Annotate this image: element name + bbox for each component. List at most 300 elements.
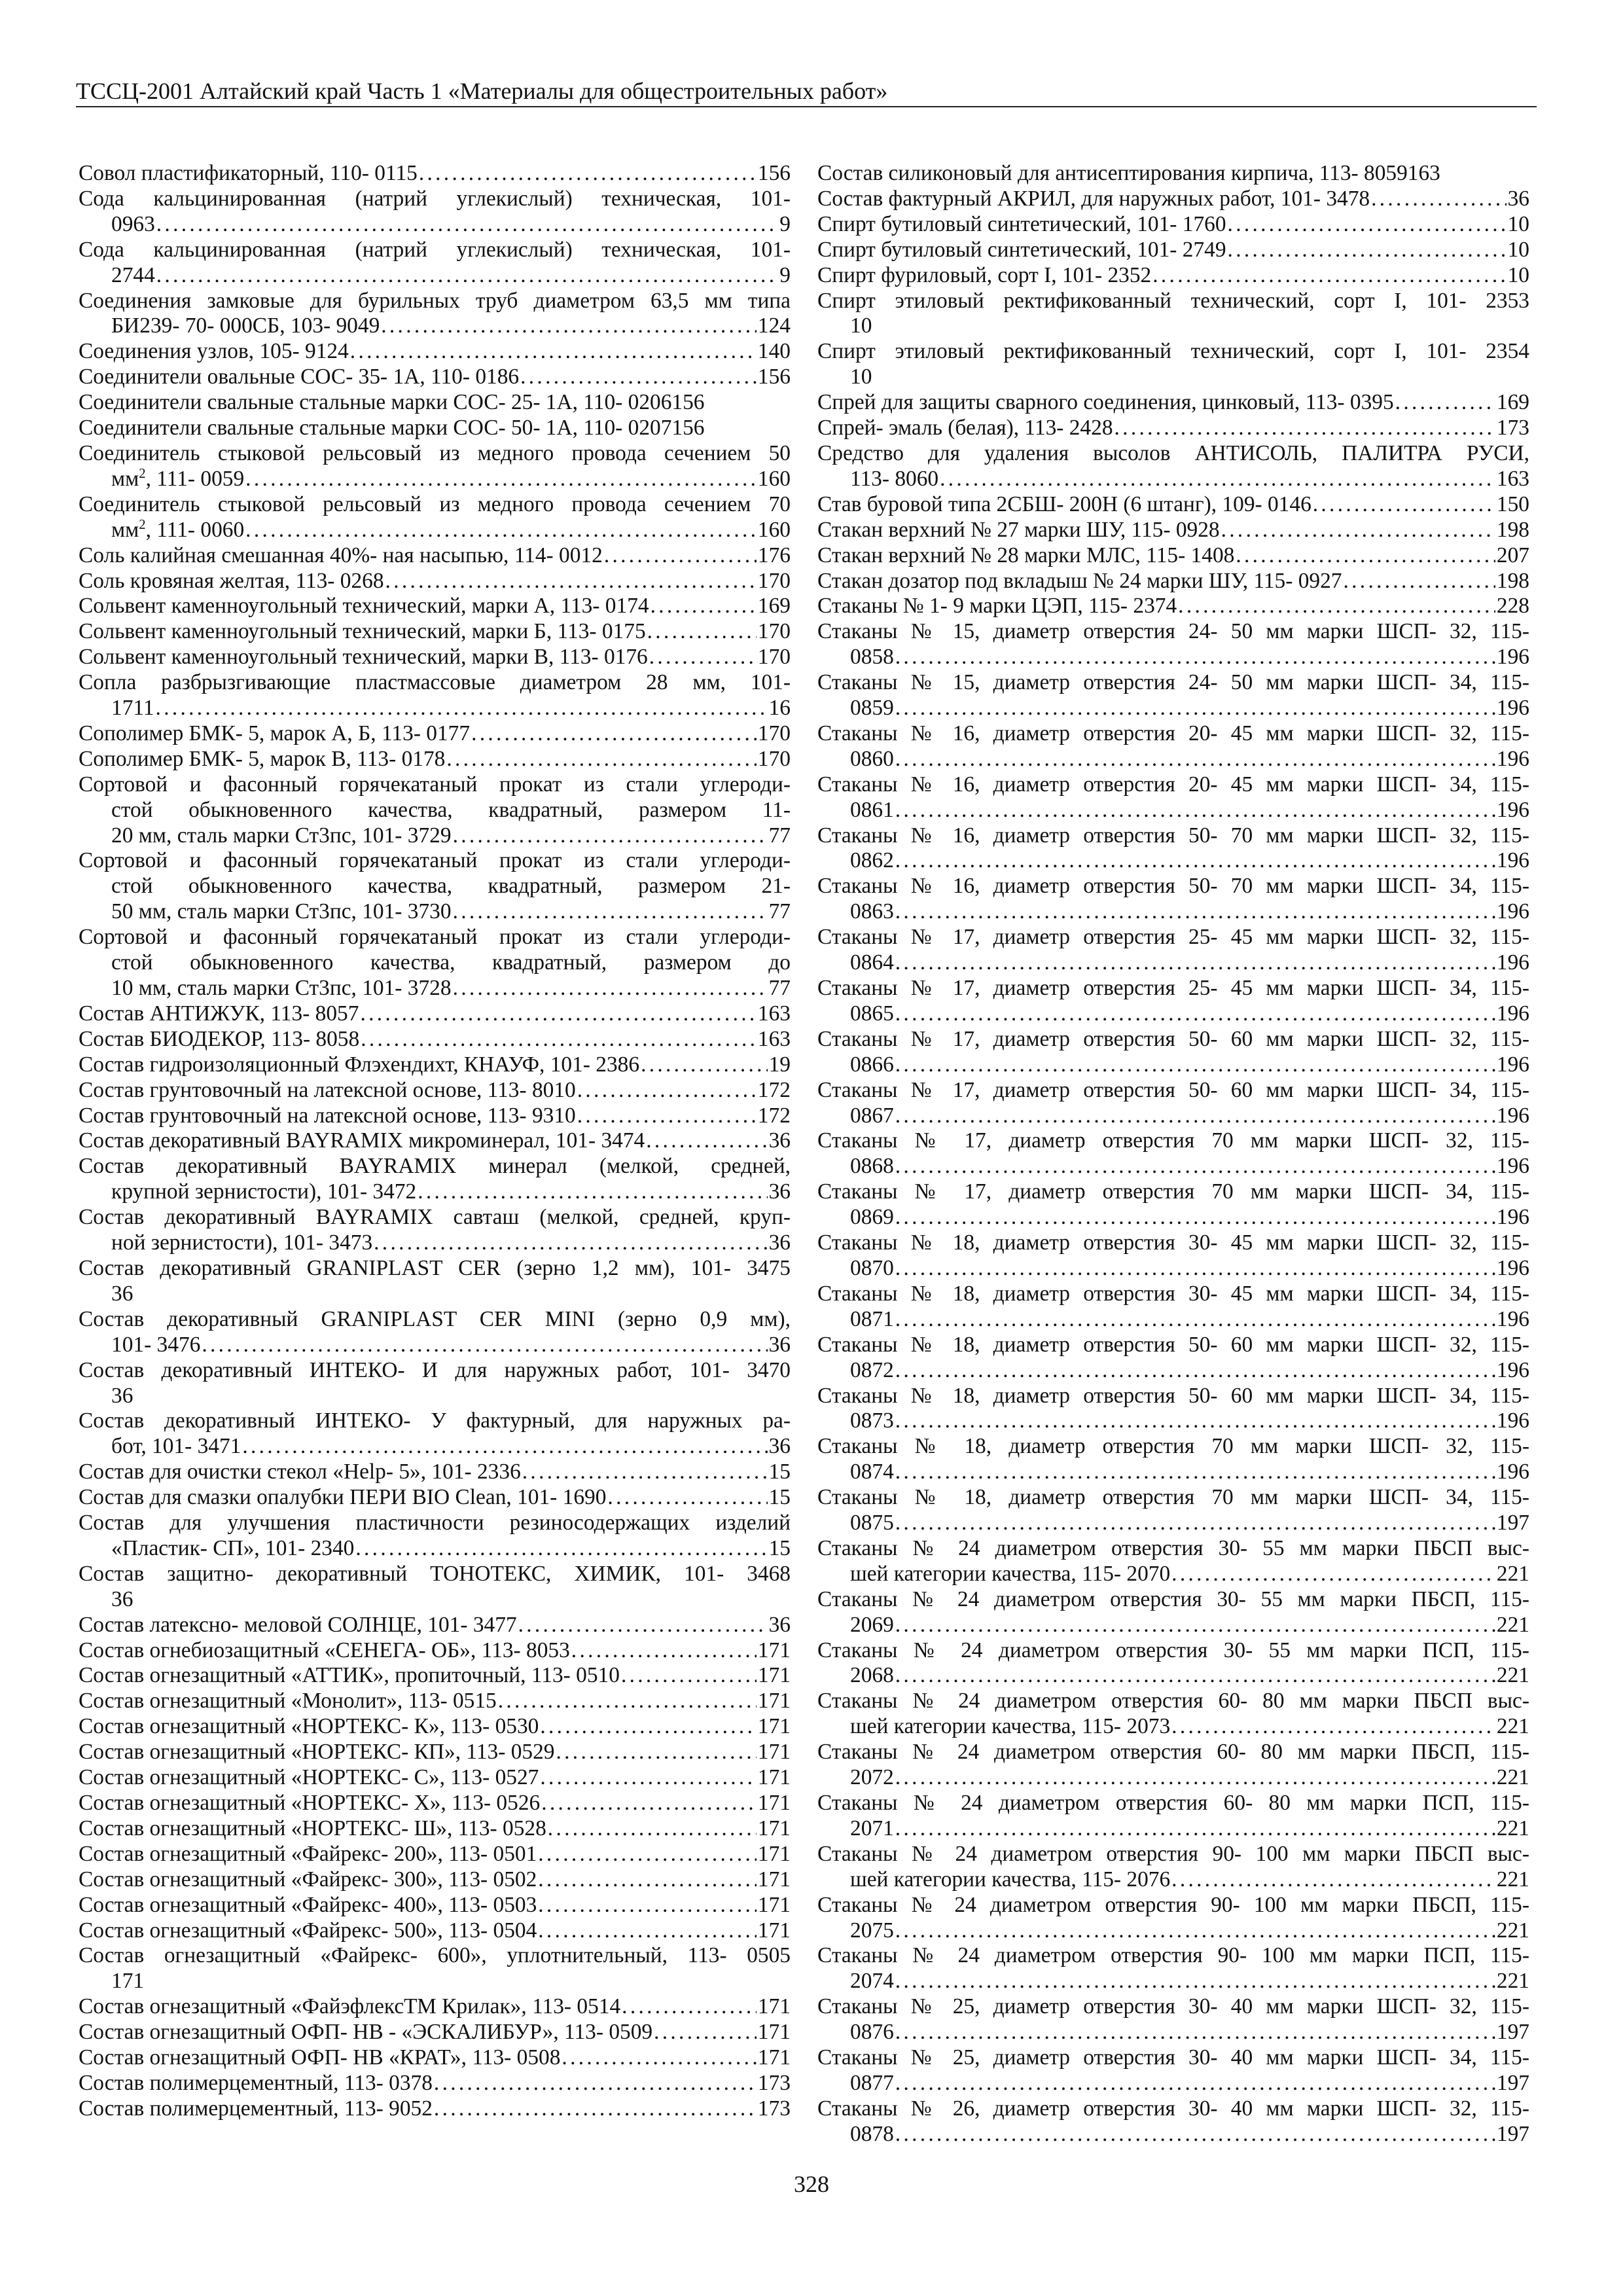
entry-text: 0869 bbox=[850, 1205, 894, 1230]
dot-leader bbox=[1228, 238, 1507, 263]
index-entry bbox=[79, 1893, 791, 1918]
entry-text: $мм^2$, 111- 0060 bbox=[111, 517, 245, 542]
entry-text: Сода кальцинированная (натрий углекислый) техническая, 101- bbox=[79, 186, 791, 211]
header-title: ТССЦ-2001 Алтайский край Часть 1 «Материалы для общестроительных работ» bbox=[76, 78, 888, 104]
entry-page-number: 221 bbox=[1496, 1969, 1529, 1994]
index-entry bbox=[817, 1230, 1529, 1282]
index-entry bbox=[79, 492, 791, 543]
dot-leader bbox=[1171, 1562, 1495, 1587]
entry-text: 50 мм, сталь марки Ст3пс, 101- 3730 bbox=[111, 899, 452, 924]
entry-text: Состав огнезащитный «Файрекс- 300», 113- 0502 bbox=[79, 1867, 537, 1892]
index-entry bbox=[79, 1052, 791, 1078]
dot-leader bbox=[895, 1765, 1495, 1791]
dot-leader bbox=[622, 1994, 757, 2020]
dot-leader bbox=[548, 1816, 757, 1842]
entry-page-number: 196 bbox=[1496, 1460, 1529, 1484]
entry-text: Соль калийная смешанная 40%- ная насыпью, 114- 0012 bbox=[79, 543, 603, 567]
index-entry bbox=[817, 161, 1529, 187]
entry-text: Стакан верхний № 27 марки ШУ, 115- 0928 bbox=[817, 517, 1220, 542]
entry-text: Стаканы № 18, диаметр отверстия 70 мм марки ШСП- 32, 115- bbox=[817, 1434, 1529, 1459]
index-entry bbox=[79, 339, 791, 365]
entry-text: стой обыкновенного качества, квадратный, размером до bbox=[111, 950, 791, 975]
dot-leader bbox=[895, 899, 1495, 925]
entry-text: Стаканы № 26, диаметр отверстия 30- 40 мм марки ШСП- 32, 115- bbox=[817, 2096, 1529, 2121]
dot-leader bbox=[895, 645, 1495, 670]
index-entry bbox=[817, 238, 1529, 263]
dot-leader bbox=[895, 1256, 1495, 1282]
entry-text: Состав огнезащитный «Файрекс- 600», уплотнительный, 113- 0505 bbox=[79, 1943, 791, 1968]
dot-leader bbox=[361, 1027, 757, 1052]
entry-text: Спирт фуриловый, сорт I, 101- 2352 bbox=[817, 262, 1152, 287]
entry-page-number: 221 bbox=[1496, 1663, 1529, 1688]
entry-page-number: 15 bbox=[768, 1535, 791, 1560]
entry-text: шей категории качества, 115- 2070 bbox=[850, 1561, 1171, 1586]
entry-text: 2075 bbox=[850, 1918, 894, 1943]
index-entry bbox=[79, 238, 791, 289]
index-entry bbox=[817, 1943, 1529, 1994]
entry-text: 0875 bbox=[850, 1511, 894, 1535]
index-entry bbox=[79, 2096, 791, 2122]
dot-leader bbox=[895, 1613, 1495, 1638]
entry-page-number: 156 bbox=[757, 365, 791, 389]
entry-text: Состав декоративный ИНТЕКО- У фактурный, для наружных ра- bbox=[79, 1408, 791, 1433]
dot-leader bbox=[350, 339, 757, 365]
entry-text: 2072 bbox=[850, 1765, 894, 1790]
dot-leader bbox=[385, 569, 757, 594]
entry-text: Стаканы № 24 диаметром отверстия 60- 80 мм марки ПБСП, 115- bbox=[817, 1740, 1529, 1765]
entry-page-number: 171 bbox=[757, 1892, 791, 1917]
entry-text: Состав декоративный BAYRAMIX савташ (мелкой, средней, круп- bbox=[79, 1205, 791, 1230]
dot-leader bbox=[895, 1001, 1495, 1027]
index-entry bbox=[817, 492, 1529, 518]
dot-leader bbox=[446, 747, 757, 772]
index-entry bbox=[817, 1536, 1529, 1587]
index-entry bbox=[79, 187, 791, 238]
entry-text: Стаканы № 18, диаметр отверстия 30- 45 мм марки ШСП- 32, 115- bbox=[817, 1230, 1529, 1255]
entry-text: шей категории качества, 115- 2076 bbox=[850, 1867, 1171, 1892]
dot-leader bbox=[245, 467, 757, 492]
index-entry bbox=[817, 543, 1529, 569]
entry-page-number: 15 bbox=[768, 1460, 791, 1484]
entry-text: 2074 bbox=[850, 1969, 894, 1994]
dot-leader bbox=[647, 619, 757, 645]
entry-page-number: 9 bbox=[779, 211, 791, 236]
entry-page-number: 197 bbox=[1496, 2070, 1529, 2095]
entry-page-number: 77 bbox=[768, 823, 791, 848]
entry-text: Стаканы № 24 диаметром отверстия 90- 100 мм марки ПБСП выс- bbox=[817, 1841, 1529, 1866]
dot-leader bbox=[895, 848, 1495, 874]
entry-page-number: 169 bbox=[757, 594, 791, 619]
entry-text: Состав огнебиозащитный «СЕНЕГА- ОБ», 113- 8053 bbox=[79, 1638, 570, 1662]
index-entry bbox=[817, 721, 1529, 772]
entry-page-number: 196 bbox=[1496, 797, 1529, 822]
entry-page-number: 171 bbox=[757, 1816, 791, 1840]
index-entry bbox=[817, 772, 1529, 823]
entry-page-number: 198 bbox=[1496, 568, 1529, 593]
index-entry bbox=[79, 1638, 791, 1664]
index-entry bbox=[817, 1333, 1529, 1384]
dot-leader bbox=[245, 518, 757, 543]
entry-text: Сортовой и фасонный горячекатаный прокат из стали углероди- bbox=[79, 848, 791, 873]
index-entry bbox=[817, 1842, 1529, 1893]
index-entry bbox=[79, 1078, 791, 1103]
index-entry bbox=[79, 848, 791, 925]
entry-text: Состав декоративный ИНТЕКО- И для наружных работ, 101- 3470 bbox=[79, 1357, 791, 1382]
header-rule bbox=[76, 106, 1537, 107]
dot-leader bbox=[434, 2096, 757, 2122]
index-entry bbox=[79, 1001, 791, 1027]
dot-leader bbox=[895, 1816, 1495, 1842]
entry-page-number: 171 bbox=[757, 1994, 791, 2019]
page-number: 328 bbox=[794, 2171, 829, 2197]
index-entry bbox=[79, 1154, 791, 1205]
entry-text: 20 мм, сталь марки Ст3пс, 101- 3729 bbox=[111, 823, 452, 848]
entry-text: Сольвент каменноугольный технический, марки А, 113- 0174 bbox=[79, 594, 649, 619]
entry-text: Соединения замковые для бурильных труб диаметром 63,5 мм типа bbox=[79, 288, 791, 313]
index-entry bbox=[817, 1587, 1529, 1638]
dot-leader bbox=[556, 1740, 757, 1765]
index-entry bbox=[79, 1918, 791, 1944]
entry-page-number: 196 bbox=[1496, 1306, 1529, 1331]
entry-page-number: 196 bbox=[1496, 1408, 1529, 1433]
entry-text: Сопла разбрызгивающие пластмассовые диаметром 28 мм, 101- bbox=[79, 670, 791, 695]
entry-page-number: 196 bbox=[1496, 1255, 1529, 1280]
dot-leader bbox=[649, 645, 757, 670]
entry-page-number: 15 bbox=[768, 1485, 791, 1510]
index-entry bbox=[817, 1638, 1529, 1689]
entry-text: Стаканы № 15, диаметр отверстия 24- 50 мм марки ШСП- 34, 115- bbox=[817, 670, 1529, 695]
entry-page-number: 196 bbox=[1496, 1154, 1529, 1179]
dot-leader bbox=[607, 1485, 767, 1511]
dot-leader bbox=[419, 161, 757, 187]
index-entry bbox=[817, 670, 1529, 721]
index-entry bbox=[79, 1128, 791, 1154]
dot-leader bbox=[355, 1536, 767, 1562]
index-column-right bbox=[817, 161, 1529, 2147]
index-entry bbox=[79, 1867, 791, 1893]
entry-text: 0872 bbox=[850, 1357, 894, 1382]
entry-text: Состав для смазки опалубки ПЕРИ BIO Clean, 101- 1690 bbox=[79, 1485, 607, 1510]
entry-page-number: 197 bbox=[1496, 2121, 1529, 2146]
entry-text: стой обыкновенного качества, квадратный, размером 11- bbox=[111, 797, 791, 822]
index-entry bbox=[79, 1689, 791, 1714]
entry-page-number: 196 bbox=[1496, 746, 1529, 771]
entry-text: 10 bbox=[850, 314, 872, 338]
entry-page-number: 9 bbox=[779, 262, 791, 287]
dot-leader bbox=[538, 1867, 757, 1893]
index-entry bbox=[817, 339, 1529, 390]
entry-text: Стаканы № 18, диаметр отверстия 70 мм марки ШСП- 34, 115- bbox=[817, 1485, 1529, 1510]
index-entry bbox=[79, 619, 791, 645]
entry-page-number: 221 bbox=[1496, 1561, 1529, 1586]
entry-page-number: 77 bbox=[768, 899, 791, 924]
entry-text: 36 bbox=[111, 1281, 134, 1306]
entry-text: Стаканы № 17, диаметр отверстия 70 мм марки ШСП- 32, 115- bbox=[817, 1128, 1529, 1153]
dot-leader bbox=[895, 798, 1495, 823]
index-entry bbox=[79, 721, 791, 747]
index-entry bbox=[79, 1791, 791, 1816]
dot-leader bbox=[577, 1078, 757, 1103]
index-entry bbox=[79, 1562, 791, 1613]
entry-page-number: 196 bbox=[1496, 950, 1529, 975]
entry-text: Став буровой типа 2СБШ- 200Н (6 штанг), 109- 0146 bbox=[817, 492, 1311, 516]
dot-leader bbox=[895, 2071, 1495, 2096]
entry-page-number: 36 bbox=[768, 1230, 791, 1255]
entry-text: Стаканы № 18, диаметр отверстия 30- 45 мм марки ШСП- 34, 115- bbox=[817, 1281, 1529, 1306]
entry-text: 0861 bbox=[850, 797, 894, 822]
entry-page-number: 36 bbox=[768, 1332, 791, 1357]
dot-leader bbox=[538, 1842, 757, 1867]
entry-page-number: 173 bbox=[757, 2070, 791, 2095]
index-entry bbox=[817, 1689, 1529, 1740]
index-entry bbox=[79, 594, 791, 619]
entry-text: Состав декоративный BAYRAMIX микроминерал, 101- 3474 bbox=[79, 1128, 645, 1153]
index-entry bbox=[79, 1205, 791, 1256]
entry-page-number: 228 bbox=[1496, 594, 1529, 619]
index-entry bbox=[817, 1893, 1529, 1944]
entry-text: Состав гидроизоляционный Флэхендихт, КНАУФ, 101- 2386 bbox=[79, 1052, 640, 1077]
entry-page-number: 140 bbox=[757, 339, 791, 364]
entry-page-number: 163 bbox=[757, 1026, 791, 1051]
entry-page-number: 160 bbox=[757, 466, 791, 491]
dot-leader bbox=[895, 1460, 1495, 1485]
entry-page-number: 196 bbox=[1496, 1103, 1529, 1128]
entry-text: 2069 bbox=[850, 1612, 894, 1637]
dot-leader bbox=[1395, 390, 1495, 416]
entry-text: Соединитель стыковой рельсовый из медного провода сечением 70 bbox=[79, 492, 791, 516]
dot-leader bbox=[654, 2020, 757, 2045]
entry-page-number: 172 bbox=[757, 1077, 791, 1102]
dot-leader bbox=[381, 314, 757, 339]
entry-page-number: 170 bbox=[757, 721, 791, 745]
entry-text: Состав АНТИЖУК, 113- 8057 bbox=[79, 1001, 359, 1026]
index-entry bbox=[79, 1765, 791, 1791]
entry-text: Сольвент каменноугольный технический, марки В, 113- 0176 bbox=[79, 645, 648, 670]
entry-text: Стаканы № 16, диаметр отверстия 20- 45 мм марки ШСП- 34, 115- bbox=[817, 772, 1529, 797]
dot-leader bbox=[646, 1128, 767, 1154]
entry-text: Состав огнезащитный «НОРТЕКС- Х», 113- 0526 bbox=[79, 1791, 541, 1815]
entry-page-number: 171 bbox=[757, 1791, 791, 1815]
entry-text: Стакан верхний № 28 марки МЛС, 115- 1408 bbox=[817, 543, 1235, 567]
entry-text: Стаканы № 24 диаметром отверстия 30- 55 мм марки ПСП, 115- bbox=[817, 1638, 1529, 1662]
index-entry bbox=[817, 289, 1529, 340]
index-entry bbox=[79, 1256, 791, 1307]
index-entry bbox=[79, 390, 791, 416]
dot-leader bbox=[202, 1333, 767, 1358]
entry-page-number: 171 bbox=[757, 1638, 791, 1662]
entry-text: Стаканы № 24 диаметром отверстия 30- 55 мм марки ПБСП, 115- bbox=[817, 1587, 1529, 1611]
entry-text: Соединители овальные СОС- 35- 1А, 110- 0186 bbox=[79, 365, 520, 389]
entry-text: 0867 bbox=[850, 1103, 894, 1128]
index-entry bbox=[79, 925, 791, 1001]
entry-text: $мм^2$, 111- 0059 bbox=[111, 466, 245, 491]
entry-page-number: 36 bbox=[768, 1434, 791, 1459]
entry-text: Состав грунтовочный на латексной основе, 113- 9310 bbox=[79, 1103, 576, 1128]
index-entry bbox=[79, 1485, 791, 1511]
dot-leader bbox=[1171, 1867, 1495, 1893]
index-entry bbox=[79, 1613, 791, 1638]
index-entry bbox=[79, 569, 791, 594]
index-entry bbox=[817, 1740, 1529, 1791]
entry-text: 0865 bbox=[850, 1001, 894, 1026]
entry-page-number: 171 bbox=[757, 1765, 791, 1790]
entry-text: Состав полимерцементный, 113- 0378 bbox=[79, 2070, 433, 2095]
entry-text: Сополимер БМК- 5, марок А, Б, 113- 0177 bbox=[79, 721, 471, 745]
entry-page-number: 173 bbox=[757, 2096, 791, 2121]
index-entry bbox=[817, 441, 1529, 492]
entry-page-number: 198 bbox=[1496, 517, 1529, 542]
entry-text: Стаканы № 18, диаметр отверстия 50- 60 мм марки ШСП- 32, 115- bbox=[817, 1332, 1529, 1357]
index-entry bbox=[817, 390, 1529, 416]
index-entry bbox=[79, 1460, 791, 1485]
entry-text: Состав для улучшения пластичности резиносодержащих изделий bbox=[79, 1511, 791, 1535]
entry-text: Состав для очистки стекол «Help- 5», 101- 2336 bbox=[79, 1460, 521, 1484]
entry-text: 36 bbox=[111, 1383, 134, 1408]
entry-text: 0873 bbox=[850, 1408, 894, 1433]
entry-page-number: 171 bbox=[757, 1714, 791, 1739]
entry-page-number: 36 bbox=[768, 1128, 791, 1153]
entry-text: 0858 bbox=[850, 645, 894, 670]
entry-text: Состав полимерцементный, 113- 9052 bbox=[79, 2096, 433, 2121]
index-entry bbox=[817, 416, 1529, 441]
entry-page-number: 163 bbox=[1496, 466, 1529, 491]
entry-text: Состав декоративный BAYRAMIX минерал (мелкой, средней, bbox=[79, 1154, 791, 1179]
index-entry bbox=[79, 1816, 791, 1842]
entry-text: Совол пластификаторный, 110- 0115 bbox=[79, 161, 418, 185]
index-entry bbox=[79, 1408, 791, 1460]
entry-text: 0866 bbox=[850, 1052, 894, 1077]
entry-text: Стаканы № 17, диаметр отверстия 50- 60 мм марки ШСП- 34, 115- bbox=[817, 1077, 1529, 1102]
entry-text: Состав грунтовочный на латексной основе, 113- 8010 bbox=[79, 1077, 576, 1102]
index-entry bbox=[79, 416, 791, 441]
dot-leader bbox=[895, 1663, 1495, 1689]
dot-leader bbox=[453, 823, 768, 849]
dot-leader bbox=[641, 1052, 768, 1078]
index-entry bbox=[79, 1103, 791, 1129]
entry-page-number: 196 bbox=[1496, 899, 1529, 924]
entry-text: Стаканы № 25, диаметр отверстия 30- 40 мм марки ШСП- 32, 115- bbox=[817, 1994, 1529, 2019]
entry-text: шей категории качества, 115- 2073 bbox=[850, 1714, 1171, 1739]
entry-page-number: 170 bbox=[757, 645, 791, 670]
entry-page-number: 196 bbox=[1496, 1205, 1529, 1230]
entry-text: Стаканы № 15, диаметр отверстия 24- 50 мм марки ШСП- 32, 115- bbox=[817, 619, 1529, 644]
entry-page-number: 221 bbox=[1496, 1867, 1529, 1892]
entry-text: ной зернистости), 101- 3473 bbox=[111, 1230, 373, 1255]
index-entry bbox=[79, 365, 791, 390]
entry-page-number: 124 bbox=[757, 314, 791, 338]
dot-leader bbox=[1171, 1714, 1495, 1740]
entry-text: Состав декоративный GRANIPLAST CER (зерно 1,2 мм), 101- 3475 bbox=[79, 1255, 791, 1280]
dot-leader bbox=[518, 1613, 768, 1638]
index-entry bbox=[817, 925, 1529, 976]
index-entry bbox=[79, 645, 791, 670]
entry-text: Стаканы № 24 диаметром отверстия 90- 100 мм марки ПСП, 115- bbox=[817, 1943, 1529, 1968]
index-entry bbox=[79, 1027, 791, 1052]
entry-text: 36 bbox=[111, 1587, 134, 1611]
dot-leader bbox=[156, 696, 768, 721]
entry-text: Состав огнезащитный «ФайэфлексТМ Крилак», 113- 0514 bbox=[79, 1994, 621, 2019]
entry-text: Состав огнезащитный «АТТИК», пропиточный, 113- 0510 bbox=[79, 1663, 620, 1688]
index-entry bbox=[817, 1485, 1529, 1536]
entry-text: 101- 3476 bbox=[111, 1332, 201, 1357]
entry-text: Спирт бутиловый синтетический, 101- 1760 bbox=[817, 211, 1226, 236]
index-entry bbox=[817, 1384, 1529, 1435]
dot-leader bbox=[541, 1791, 757, 1816]
entry-page-number: 173 bbox=[1496, 416, 1529, 440]
entry-text: 2071 bbox=[850, 1816, 894, 1840]
entry-page-number: 176 bbox=[757, 543, 791, 567]
index-entry bbox=[817, 874, 1529, 925]
dot-leader bbox=[453, 899, 768, 925]
entry-text: Сополимер БМК- 5, марок В, 113- 0178 bbox=[79, 746, 446, 771]
entry-text: Средство для удаления высолов АНТИСОЛЬ, ПАЛИТРА РУСИ, bbox=[817, 440, 1529, 465]
dot-leader bbox=[895, 1408, 1495, 1434]
entry-page-number: 156 bbox=[757, 161, 791, 185]
index-entry bbox=[79, 1307, 791, 1358]
index-entry bbox=[79, 2045, 791, 2071]
entry-text: 0876 bbox=[850, 2020, 894, 2045]
entry-text: 0963 bbox=[111, 211, 155, 236]
entry-text: Стаканы № 16, диаметр отверстия 50- 70 мм марки ШСП- 32, 115- bbox=[817, 823, 1529, 848]
entry-text: Стаканы № 17, диаметр отверстия 25- 45 мм марки ШСП- 32, 115- bbox=[817, 925, 1529, 950]
entry-page-number: 160 bbox=[757, 517, 791, 542]
entry-page-number: 36 bbox=[768, 1179, 791, 1204]
entry-text: Состав огнезащитный «Файрекс- 200», 113- 0501 bbox=[79, 1841, 537, 1866]
entry-text: 0878 bbox=[850, 2121, 894, 2146]
entry-text: Состав огнезащитный «Файрекс- 400», 113- 0503 bbox=[79, 1892, 537, 1917]
entry-text: Состав огнезащитный ОФП- НВ «КРАТ», 113- 0508 bbox=[79, 2045, 561, 2070]
dot-leader bbox=[471, 721, 757, 747]
entry-text: Стаканы № 25, диаметр отверстия 30- 40 мм марки ШСП- 34, 115- bbox=[817, 2045, 1529, 2070]
entry-text: Состав фактурный АКРИЛ, для наружных работ, 101- 3478 bbox=[817, 186, 1370, 211]
entry-text: 10 bbox=[850, 365, 872, 389]
running-header bbox=[76, 76, 1537, 106]
index-entry bbox=[817, 263, 1529, 289]
entry-text: 2068 bbox=[850, 1663, 894, 1688]
dot-leader bbox=[418, 1179, 767, 1205]
dot-leader bbox=[895, 2122, 1495, 2147]
entry-text: 0860 bbox=[850, 746, 894, 771]
entry-page-number: 163 bbox=[757, 1001, 791, 1026]
entry-page-number: 171 bbox=[757, 2020, 791, 2045]
entry-page-number: 10 bbox=[1507, 211, 1529, 236]
entry-page-number: 196 bbox=[1496, 1357, 1529, 1382]
entry-text: Сортовой и фасонный горячекатаный прокат из стали углероди- bbox=[79, 772, 791, 797]
entry-text: Стаканы № 18, диаметр отверстия 50- 60 мм марки ШСП- 34, 115- bbox=[817, 1383, 1529, 1408]
index-entry bbox=[79, 1663, 791, 1689]
index-entry bbox=[79, 1943, 791, 1994]
dot-leader bbox=[577, 1103, 757, 1129]
dot-leader bbox=[1115, 416, 1495, 441]
dot-leader bbox=[1313, 492, 1495, 518]
index-entry bbox=[79, 441, 791, 492]
entry-text: Стаканы № 17, диаметр отверстия 25- 45 мм марки ШСП- 34, 115- bbox=[817, 976, 1529, 1000]
entry-text: Состав БИОДЕКОР, 113- 8058 bbox=[79, 1026, 360, 1051]
index-entry bbox=[79, 747, 791, 772]
dot-leader bbox=[156, 263, 779, 289]
index-entry bbox=[79, 2020, 791, 2045]
entry-text: Соль кровяная желтая, 113- 0268 bbox=[79, 568, 384, 593]
index-entry bbox=[817, 1994, 1529, 2045]
entry-page-number: 171 bbox=[757, 1689, 791, 1713]
index-entry bbox=[79, 289, 791, 340]
entry-page-number: 221 bbox=[1496, 1918, 1529, 1943]
index-entry bbox=[79, 670, 791, 721]
index-entry bbox=[817, 1791, 1529, 1842]
entry-page-number: 171 bbox=[757, 1841, 791, 1866]
entry-page-number: 171 bbox=[757, 1918, 791, 1943]
entry-page-number: 196 bbox=[1496, 1052, 1529, 1077]
